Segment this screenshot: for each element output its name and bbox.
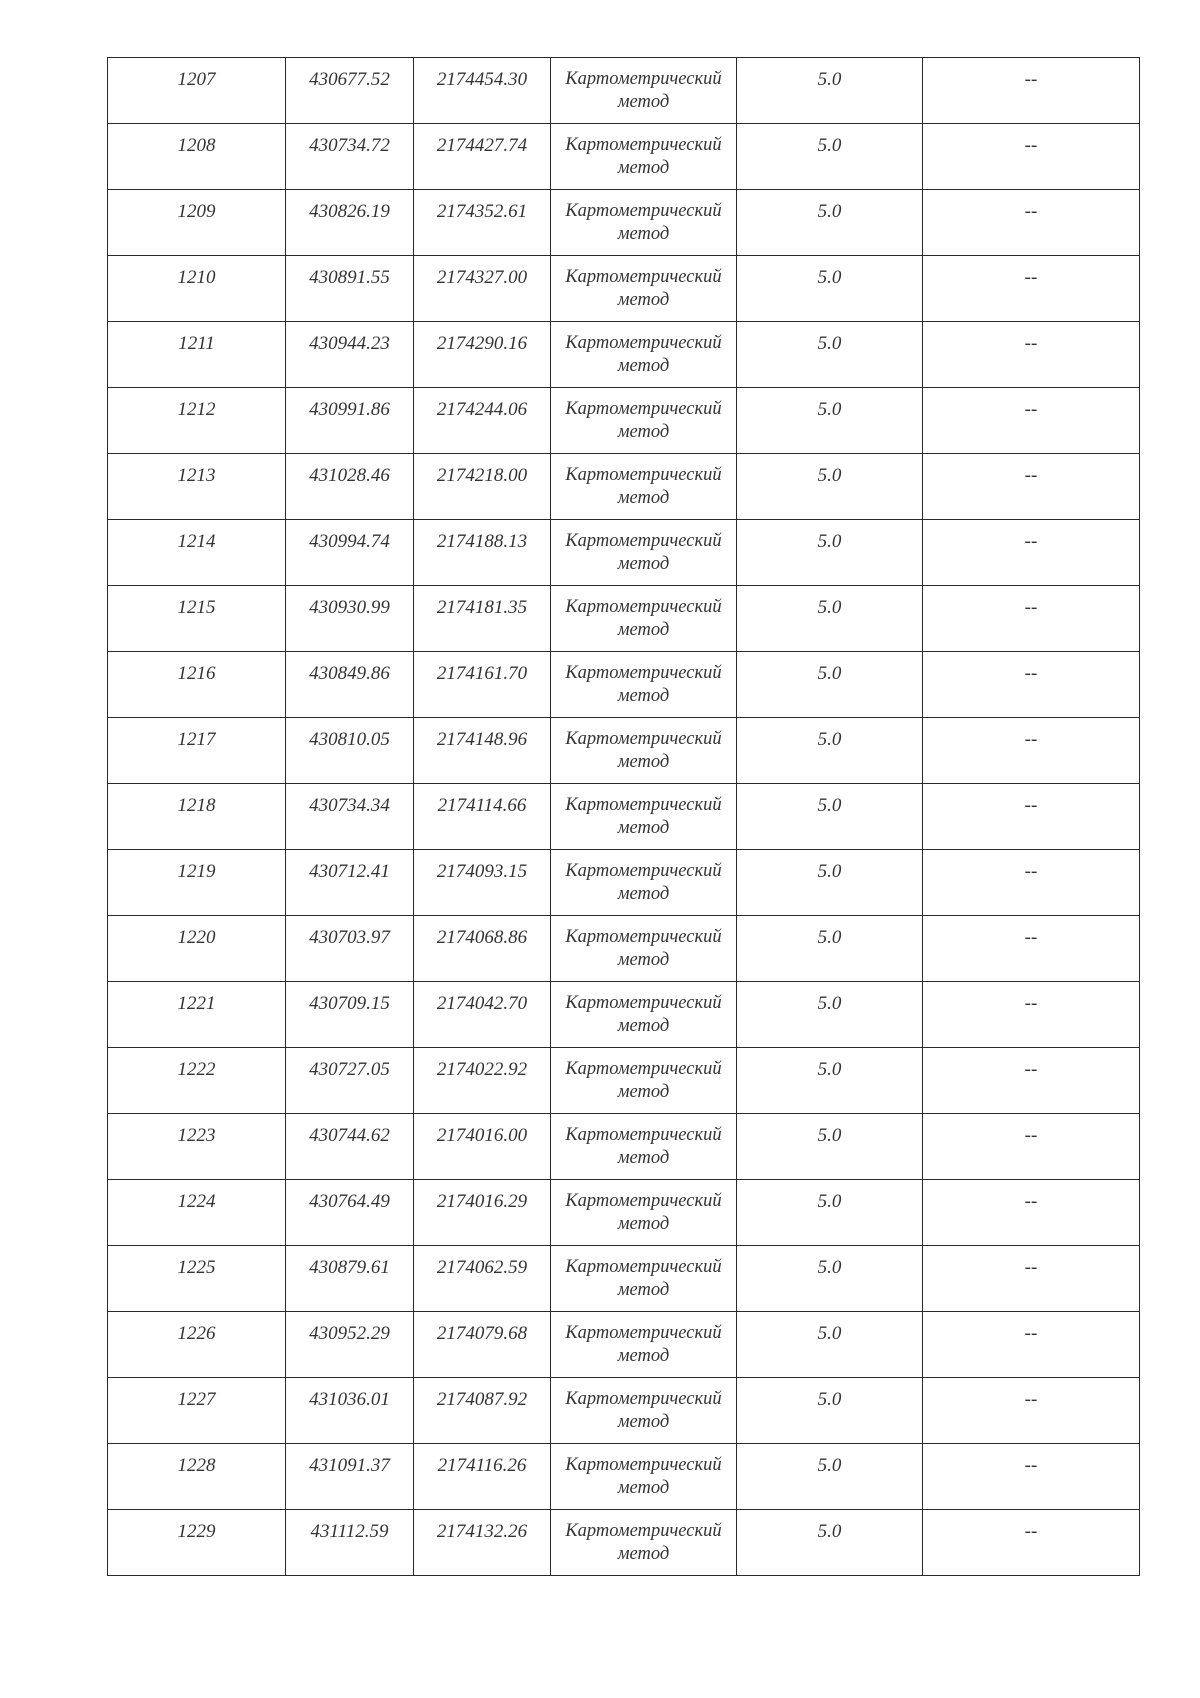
accuracy-cell: 5.0 <box>737 58 923 124</box>
method-line-1: Картометрический <box>565 1323 722 1343</box>
method-cell <box>551 916 737 982</box>
method-cell <box>551 1246 737 1312</box>
method-line-1: Картометрический <box>565 1125 722 1145</box>
table-row <box>108 58 1140 124</box>
y-coordinate-cell: 2174132.26 <box>414 1510 551 1576</box>
y-coordinate-cell: 2174454.30 <box>414 58 551 124</box>
point-number-cell: 1218 <box>108 784 286 850</box>
x-coordinate-cell: 430891.55 <box>286 256 414 322</box>
method-cell <box>551 454 737 520</box>
y-coordinate-cell: 2174114.66 <box>414 784 551 850</box>
method-line-1: Картометрический <box>565 663 722 683</box>
x-coordinate-cell: 430994.74 <box>286 520 414 586</box>
method-line-1: Картометрический <box>565 399 722 419</box>
y-coordinate-cell: 2174218.00 <box>414 454 551 520</box>
point-number-cell: 1216 <box>108 652 286 718</box>
table-row <box>108 454 1140 520</box>
table-row <box>108 1246 1140 1312</box>
method-line-2: метод <box>617 1016 670 1036</box>
accuracy-cell: 5.0 <box>737 454 923 520</box>
table-row <box>108 1180 1140 1246</box>
point-number-cell: 1211 <box>108 322 286 388</box>
table-row <box>108 124 1140 190</box>
note-cell: -- <box>923 784 1140 850</box>
method-line-1: Картометрический <box>565 795 722 815</box>
point-number-cell: 1213 <box>108 454 286 520</box>
method-line-2: метод <box>617 1148 670 1168</box>
table-row <box>108 1510 1140 1576</box>
y-coordinate-cell: 2174181.35 <box>414 586 551 652</box>
point-number-cell: 1223 <box>108 1114 286 1180</box>
method-line-1: Картометрический <box>565 201 722 221</box>
table-row <box>108 1378 1140 1444</box>
note-cell: -- <box>923 256 1140 322</box>
note-cell: -- <box>923 718 1140 784</box>
x-coordinate-cell: 430744.62 <box>286 1114 414 1180</box>
method-cell <box>551 388 737 454</box>
x-coordinate-cell: 430677.52 <box>286 58 414 124</box>
method-line-1: Картометрический <box>565 729 722 749</box>
y-coordinate-cell: 2174148.96 <box>414 718 551 784</box>
accuracy-cell: 5.0 <box>737 1312 923 1378</box>
y-coordinate-cell: 2174116.26 <box>414 1444 551 1510</box>
x-coordinate-cell: 430826.19 <box>286 190 414 256</box>
method-line-1: Картометрический <box>565 927 722 947</box>
x-coordinate-cell: 430952.29 <box>286 1312 414 1378</box>
method-line-2: метод <box>617 290 670 310</box>
method-line-1: Картометрический <box>565 993 722 1013</box>
point-number-cell: 1224 <box>108 1180 286 1246</box>
method-line-2: метод <box>617 1082 670 1102</box>
method-cell <box>551 256 737 322</box>
accuracy-cell: 5.0 <box>737 190 923 256</box>
note-cell: -- <box>923 1246 1140 1312</box>
method-line-1: Картометрический <box>565 465 722 485</box>
method-cell <box>551 718 737 784</box>
method-cell <box>551 1312 737 1378</box>
y-coordinate-cell: 2174079.68 <box>414 1312 551 1378</box>
x-coordinate-cell: 430991.86 <box>286 388 414 454</box>
y-coordinate-cell: 2174352.61 <box>414 190 551 256</box>
method-cell <box>551 58 737 124</box>
point-number-cell: 1208 <box>108 124 286 190</box>
accuracy-cell: 5.0 <box>737 1444 923 1510</box>
table-row <box>108 784 1140 850</box>
table-row <box>108 850 1140 916</box>
point-number-cell: 1226 <box>108 1312 286 1378</box>
y-coordinate-cell: 2174042.70 <box>414 982 551 1048</box>
method-cell <box>551 982 737 1048</box>
accuracy-cell: 5.0 <box>737 1180 923 1246</box>
x-coordinate-cell: 430764.49 <box>286 1180 414 1246</box>
point-number-cell: 1207 <box>108 58 286 124</box>
coordinates-table <box>107 57 1140 1576</box>
accuracy-cell: 5.0 <box>737 124 923 190</box>
accuracy-cell: 5.0 <box>737 586 923 652</box>
note-cell: -- <box>923 1378 1140 1444</box>
y-coordinate-cell: 2174427.74 <box>414 124 551 190</box>
point-number-cell: 1219 <box>108 850 286 916</box>
note-cell: -- <box>923 322 1140 388</box>
table-row <box>108 1114 1140 1180</box>
point-number-cell: 1221 <box>108 982 286 1048</box>
table-row <box>108 1048 1140 1114</box>
x-coordinate-cell: 430810.05 <box>286 718 414 784</box>
method-cell <box>551 652 737 718</box>
accuracy-cell: 5.0 <box>737 718 923 784</box>
method-line-1: Картометрический <box>565 1521 722 1541</box>
method-line-1: Картометрический <box>565 1455 722 1475</box>
table-row <box>108 1312 1140 1378</box>
point-number-cell: 1209 <box>108 190 286 256</box>
table-row <box>108 916 1140 982</box>
method-line-1: Картометрический <box>565 861 722 881</box>
accuracy-cell: 5.0 <box>737 1114 923 1180</box>
table-row <box>108 586 1140 652</box>
method-line-2: метод <box>617 1214 670 1234</box>
y-coordinate-cell: 2174093.15 <box>414 850 551 916</box>
y-coordinate-cell: 2174068.86 <box>414 916 551 982</box>
note-cell: -- <box>923 520 1140 586</box>
method-line-2: метод <box>617 488 670 508</box>
table-row <box>108 520 1140 586</box>
x-coordinate-cell: 430944.23 <box>286 322 414 388</box>
accuracy-cell: 5.0 <box>737 916 923 982</box>
method-cell <box>551 1180 737 1246</box>
method-line-1: Картометрический <box>565 1059 722 1079</box>
y-coordinate-cell: 2174188.13 <box>414 520 551 586</box>
accuracy-cell: 5.0 <box>737 1510 923 1576</box>
point-number-cell: 1229 <box>108 1510 286 1576</box>
method-line-1: Картометрический <box>565 1389 722 1409</box>
method-cell <box>551 1378 737 1444</box>
method-cell <box>551 322 737 388</box>
note-cell: -- <box>923 1312 1140 1378</box>
y-coordinate-cell: 2174022.92 <box>414 1048 551 1114</box>
table-row <box>108 718 1140 784</box>
method-cell <box>551 850 737 916</box>
y-coordinate-cell: 2174244.06 <box>414 388 551 454</box>
method-line-1: Картометрический <box>565 1191 722 1211</box>
coordinates-table-body <box>108 58 1140 1576</box>
table-row <box>108 322 1140 388</box>
method-line-2: метод <box>617 686 670 706</box>
accuracy-cell: 5.0 <box>737 982 923 1048</box>
y-coordinate-cell: 2174161.70 <box>414 652 551 718</box>
x-coordinate-cell: 431028.46 <box>286 454 414 520</box>
note-cell: -- <box>923 1444 1140 1510</box>
method-line-2: метод <box>617 1346 670 1366</box>
note-cell: -- <box>923 388 1140 454</box>
x-coordinate-cell: 430734.72 <box>286 124 414 190</box>
note-cell: -- <box>923 982 1140 1048</box>
point-number-cell: 1214 <box>108 520 286 586</box>
method-line-2: метод <box>617 1280 670 1300</box>
method-line-1: Картометрический <box>565 135 722 155</box>
method-cell <box>551 190 737 256</box>
note-cell: -- <box>923 916 1140 982</box>
x-coordinate-cell: 430703.97 <box>286 916 414 982</box>
accuracy-cell: 5.0 <box>737 1246 923 1312</box>
x-coordinate-cell: 431091.37 <box>286 1444 414 1510</box>
method-line-2: метод <box>617 818 670 838</box>
note-cell: -- <box>923 1048 1140 1114</box>
point-number-cell: 1222 <box>108 1048 286 1114</box>
method-cell <box>551 586 737 652</box>
x-coordinate-cell: 430712.41 <box>286 850 414 916</box>
method-line-2: метод <box>617 620 670 640</box>
note-cell: -- <box>923 454 1140 520</box>
note-cell: -- <box>923 58 1140 124</box>
note-cell: -- <box>923 1114 1140 1180</box>
y-coordinate-cell: 2174327.00 <box>414 256 551 322</box>
method-line-2: метод <box>617 1412 670 1432</box>
method-cell <box>551 1444 737 1510</box>
note-cell: -- <box>923 652 1140 718</box>
point-number-cell: 1215 <box>108 586 286 652</box>
note-cell: -- <box>923 190 1140 256</box>
x-coordinate-cell: 431036.01 <box>286 1378 414 1444</box>
method-cell <box>551 1510 737 1576</box>
x-coordinate-cell: 430709.15 <box>286 982 414 1048</box>
y-coordinate-cell: 2174062.59 <box>414 1246 551 1312</box>
table-row <box>108 256 1140 322</box>
table-row <box>108 1444 1140 1510</box>
x-coordinate-cell: 431112.59 <box>286 1510 414 1576</box>
method-line-1: Картометрический <box>565 267 722 287</box>
point-number-cell: 1210 <box>108 256 286 322</box>
accuracy-cell: 5.0 <box>737 652 923 718</box>
y-coordinate-cell: 2174290.16 <box>414 322 551 388</box>
method-line-2: метод <box>617 356 670 376</box>
method-cell <box>551 124 737 190</box>
accuracy-cell: 5.0 <box>737 1378 923 1444</box>
point-number-cell: 1225 <box>108 1246 286 1312</box>
method-line-1: Картометрический <box>565 69 722 89</box>
method-line-1: Картометрический <box>565 531 722 551</box>
point-number-cell: 1217 <box>108 718 286 784</box>
method-cell <box>551 520 737 586</box>
method-line-2: метод <box>617 422 670 442</box>
table-row <box>108 388 1140 454</box>
method-line-2: метод <box>617 1478 670 1498</box>
method-cell <box>551 1114 737 1180</box>
method-line-2: метод <box>617 1544 670 1564</box>
accuracy-cell: 5.0 <box>737 520 923 586</box>
x-coordinate-cell: 430879.61 <box>286 1246 414 1312</box>
note-cell: -- <box>923 1510 1140 1576</box>
point-number-cell: 1212 <box>108 388 286 454</box>
method-cell <box>551 1048 737 1114</box>
x-coordinate-cell: 430849.86 <box>286 652 414 718</box>
y-coordinate-cell: 2174087.92 <box>414 1378 551 1444</box>
table-row <box>108 982 1140 1048</box>
method-line-1: Картометрический <box>565 1257 722 1277</box>
point-number-cell: 1228 <box>108 1444 286 1510</box>
method-line-1: Картометрический <box>565 597 722 617</box>
note-cell: -- <box>923 586 1140 652</box>
method-line-2: метод <box>617 158 670 178</box>
x-coordinate-cell: 430930.99 <box>286 586 414 652</box>
accuracy-cell: 5.0 <box>737 850 923 916</box>
table-row <box>108 652 1140 718</box>
method-line-2: метод <box>617 884 670 904</box>
accuracy-cell: 5.0 <box>737 1048 923 1114</box>
note-cell: -- <box>923 124 1140 190</box>
point-number-cell: 1220 <box>108 916 286 982</box>
accuracy-cell: 5.0 <box>737 388 923 454</box>
method-line-2: метод <box>617 224 670 244</box>
note-cell: -- <box>923 1180 1140 1246</box>
method-line-2: метод <box>617 950 670 970</box>
method-line-1: Картометрический <box>565 333 722 353</box>
method-cell <box>551 784 737 850</box>
y-coordinate-cell: 2174016.29 <box>414 1180 551 1246</box>
accuracy-cell: 5.0 <box>737 256 923 322</box>
note-cell: -- <box>923 850 1140 916</box>
method-line-2: метод <box>617 554 670 574</box>
accuracy-cell: 5.0 <box>737 784 923 850</box>
x-coordinate-cell: 430727.05 <box>286 1048 414 1114</box>
table-row <box>108 190 1140 256</box>
method-line-2: метод <box>617 752 670 772</box>
y-coordinate-cell: 2174016.00 <box>414 1114 551 1180</box>
method-line-2: метод <box>617 92 670 112</box>
accuracy-cell: 5.0 <box>737 322 923 388</box>
point-number-cell: 1227 <box>108 1378 286 1444</box>
x-coordinate-cell: 430734.34 <box>286 784 414 850</box>
